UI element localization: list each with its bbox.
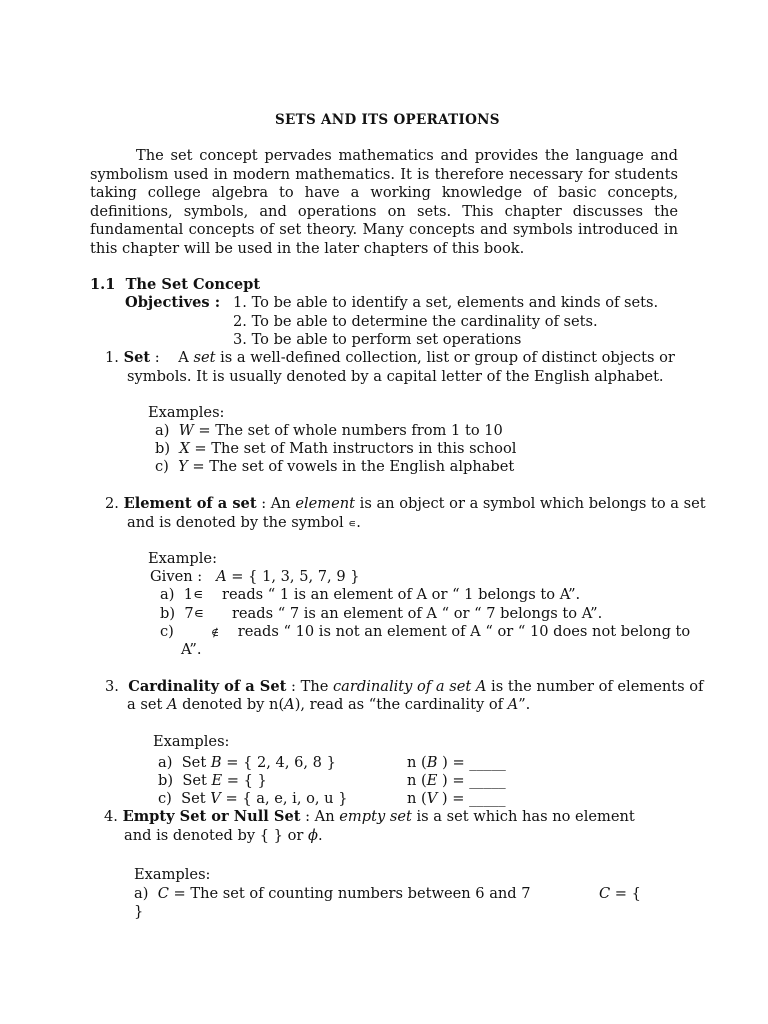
examples-label: Examples: xyxy=(153,733,230,750)
example-set: = { 2, 4, 6, 8 } xyxy=(221,754,336,771)
example-label: c) xyxy=(158,790,172,807)
objectives-label: Objectives : xyxy=(125,294,221,311)
item-empty-set-line1 xyxy=(104,808,635,825)
cardinality-text: n ( xyxy=(407,772,427,789)
example-row xyxy=(155,440,516,457)
example-set: = { } xyxy=(222,772,267,789)
def-text: and is denoted by { } or xyxy=(124,827,308,844)
item-set-line2: symbols. It is usually denoted by a capital letter of the English alphabet. xyxy=(127,368,664,385)
term-separator: : xyxy=(150,349,160,366)
section-title: The Set Concept xyxy=(125,276,261,293)
set-variable: C xyxy=(599,885,611,902)
example-label: c) xyxy=(155,458,169,475)
def-text: . xyxy=(356,514,361,531)
def-text: is an object or a symbol which belongs to a set xyxy=(355,495,706,512)
example-text: reads “ 1 is an element of A or “ 1 belongs to A”. xyxy=(222,586,581,603)
set-variable: E xyxy=(211,772,223,789)
item-number: 2. xyxy=(105,495,119,512)
element-expression: 7∊ xyxy=(184,605,205,622)
term-empty-set: Empty Set or Null Set xyxy=(122,808,301,825)
answer-open-brace: = { xyxy=(610,885,641,902)
example-label: b) xyxy=(155,440,171,457)
example-text: reads “ 10 is not an element of A “ or “ 10 does not belong to xyxy=(237,623,691,640)
def-text: and is denoted by the symbol xyxy=(127,514,349,531)
def-text: : An xyxy=(300,808,340,825)
example-answer xyxy=(599,885,641,902)
example-continuation: A”. xyxy=(181,641,202,658)
example-text: = The set of Math instructors in this school xyxy=(189,440,517,457)
example-row xyxy=(158,790,348,807)
set-variable: B xyxy=(210,754,222,771)
element-expression: 1∊ xyxy=(183,586,204,603)
term-set: Set xyxy=(123,349,151,366)
example-label: a) xyxy=(160,586,175,603)
example-text: = The set of whole numbers from 1 to 10 xyxy=(193,422,503,439)
item-cardinality-line1 xyxy=(105,678,703,695)
example-text: = The set of vowels in the English alphabet xyxy=(187,458,515,475)
section-number: 1.1 xyxy=(90,276,116,293)
example-label: a) xyxy=(158,754,173,771)
set-variable: C xyxy=(157,885,169,902)
given-label: Given : xyxy=(150,568,203,585)
set-variable: E xyxy=(426,772,438,789)
def-text: A xyxy=(178,349,194,366)
example-label: a) xyxy=(155,422,170,439)
set-variable: W xyxy=(178,422,194,439)
def-italic: A xyxy=(284,696,295,713)
objective-item: 1. To be able to identify a set, elements and kinds of sets. xyxy=(233,294,659,311)
def-italic: element xyxy=(295,495,356,512)
example-row xyxy=(158,772,267,789)
example-row xyxy=(160,623,690,640)
examples-label: Examples: xyxy=(134,866,211,883)
set-variable: V xyxy=(426,790,438,807)
example-row xyxy=(160,586,580,603)
def-text: . xyxy=(317,827,323,844)
example-text: Set xyxy=(181,790,211,807)
cardinality-blank xyxy=(407,790,506,807)
def-text: is the number of elements of xyxy=(486,678,704,695)
item-number: 1. xyxy=(105,349,119,366)
cardinality-text: ) = _____ xyxy=(437,772,506,789)
element-of-symbol: ∊ xyxy=(348,517,357,530)
given-set: = { 1, 3, 5, 7, 9 } xyxy=(226,568,360,585)
term-cardinality: Cardinality of a Set xyxy=(128,678,287,695)
def-text: ”. xyxy=(518,696,531,713)
def-italic: A xyxy=(507,696,519,713)
cardinality-text: n ( xyxy=(407,754,427,771)
example-label: a) xyxy=(134,885,149,902)
cardinality-text: ) = _____ xyxy=(437,754,506,771)
def-text: : An xyxy=(256,495,296,512)
item-set-line1 xyxy=(105,349,675,366)
example-text: = The set of counting numbers between 6 and 7 xyxy=(168,885,531,902)
objective-item: 2. To be able to determine the cardinality of sets. xyxy=(233,313,598,330)
def-italic: set xyxy=(193,349,216,366)
example-label: b) xyxy=(160,605,176,622)
def-text: is a well-defined collection, list or group of distinct objects or xyxy=(215,349,675,366)
set-variable: X xyxy=(179,440,190,457)
cardinality-blank xyxy=(407,772,506,789)
example-row xyxy=(155,422,503,439)
phi-symbol: ϕ xyxy=(308,827,318,844)
set-variable: V xyxy=(210,790,221,807)
set-variable: Y xyxy=(178,458,188,475)
set-variable: B xyxy=(426,754,438,771)
set-variable: A xyxy=(216,568,227,585)
cardinality-blank xyxy=(407,754,506,771)
section-heading xyxy=(90,276,260,293)
page-title: SETS AND ITS OPERATIONS xyxy=(275,112,500,128)
def-text: ), read as “the cardinality of xyxy=(294,696,508,713)
example-row xyxy=(160,605,602,622)
example-label: b) xyxy=(158,772,174,789)
def-italic: A xyxy=(166,696,178,713)
example-set: = { a, e, i, o, u } xyxy=(220,790,348,807)
example-label: Example: xyxy=(148,550,217,567)
example-row xyxy=(155,458,514,475)
intro-paragraph xyxy=(90,147,678,258)
def-text: denoted by n( xyxy=(177,696,285,713)
def-text: a set xyxy=(127,696,167,713)
intro-text: The set concept pervades mathematics and provides the language and symbolism used in modern mathematics. It is therefore necessary for students taking college algebra to have a working knowledge of basic concepts, definitions, symbols, and operations on sets. This chapter discusses the fundamental concepts of set theory. Many concepts and symbols introduced in this chapter will be used in the later chapters of this book. xyxy=(90,147,678,257)
term-element: Element of a set xyxy=(123,495,257,512)
example-text: Set xyxy=(181,754,211,771)
example-text: reads “ 7 is an element of A “ or “ 7 belongs to A”. xyxy=(231,605,603,622)
given-line xyxy=(150,568,360,585)
example-label: c) xyxy=(160,623,174,640)
def-text: : The xyxy=(286,678,333,695)
answer-close-brace: } xyxy=(134,903,144,920)
item-number: 4. xyxy=(104,808,118,825)
example-row xyxy=(134,885,531,902)
example-row xyxy=(158,754,336,771)
examples-label: Examples: xyxy=(148,404,225,421)
cardinality-text: n ( xyxy=(407,790,427,807)
objective-item: 3. To be able to perform set operations xyxy=(233,331,522,348)
item-cardinality-line2 xyxy=(127,696,530,713)
def-italic: empty set xyxy=(339,808,412,825)
item-empty-set-line2 xyxy=(124,827,323,844)
item-element-line1 xyxy=(105,495,706,512)
item-number: 3. xyxy=(105,678,119,695)
example-text: Set xyxy=(182,772,212,789)
not-element-symbol: ∉ xyxy=(211,626,220,639)
def-text: is a set which has no element xyxy=(411,808,635,825)
cardinality-text: ) = _____ xyxy=(437,790,506,807)
def-italic: cardinality of a set A xyxy=(333,678,487,695)
item-element-line2 xyxy=(127,514,361,531)
